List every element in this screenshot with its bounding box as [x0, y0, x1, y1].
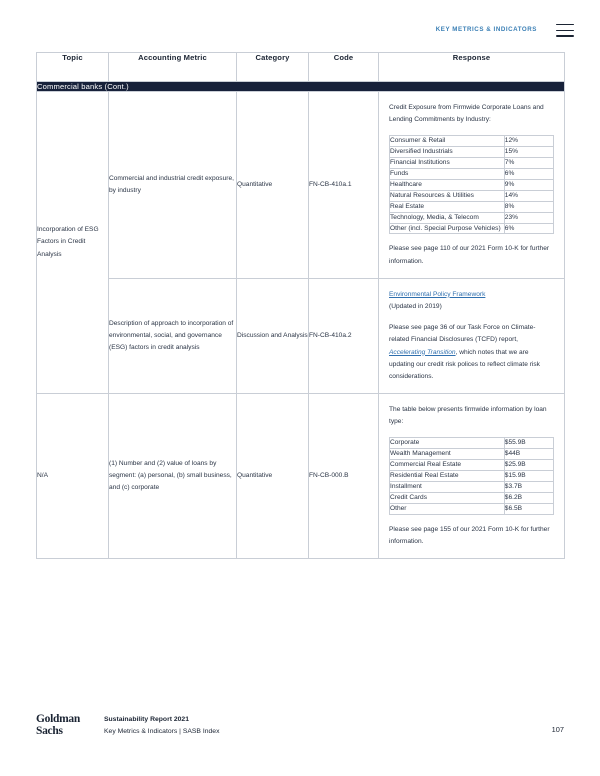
subtable-value: $6.5B: [504, 503, 553, 514]
logo-line-2: Sachs: [36, 724, 63, 737]
goldman-sachs-logo: [36, 714, 80, 737]
cell-topic: N/A: [37, 394, 109, 559]
hamburger-menu-icon[interactable]: [556, 24, 574, 38]
response-intro: Credit Exposure from Firmwide Corporate Loans and Lending Commitments by Industry:: [389, 104, 544, 124]
subtable-row: [390, 492, 554, 503]
subtable-label: Installment: [390, 482, 505, 493]
subtable-label: Diversified Industrials: [390, 147, 505, 158]
subtable-value: $55.9B: [504, 438, 553, 449]
logo-line-1: Goldman: [36, 713, 80, 725]
response-intro: The table below presents firmwide information by loan type:: [389, 406, 547, 426]
tcfd-text-before: Please see page 36 of our Task Force on Climate-related Financial Disclosures (TCFD) report,: [389, 324, 536, 344]
cell-category: Quantitative: [237, 394, 309, 559]
environmental-policy-framework-link[interactable]: Environmental Policy Framework: [389, 290, 486, 298]
cell-topic: Incorporation of ESG Factors in Credit Analysis: [37, 92, 109, 394]
subtable-row: [390, 212, 554, 223]
column-header-response: Response: [379, 53, 565, 82]
link-suffix: (Updated in 2019): [389, 302, 442, 310]
tcfd-paragraph: [389, 322, 554, 383]
subtable-label: Healthcare: [390, 179, 505, 190]
cell-code: FN-CB-410a.1: [309, 92, 379, 279]
column-header-category: Category: [237, 53, 309, 82]
subtable-value: $15.9B: [504, 471, 553, 482]
subtable-row: [390, 136, 554, 147]
subtable-label: Residential Real Estate: [390, 471, 505, 482]
column-header-accounting-metric: Accounting Metric: [109, 53, 237, 82]
subtable-label: Funds: [390, 169, 505, 180]
page-number: 107: [551, 725, 564, 734]
cell-category: Quantitative: [237, 92, 309, 279]
subtable-row: [390, 449, 554, 460]
table-row: [37, 278, 565, 393]
cell-code: FN-CB-410a.2: [309, 278, 379, 393]
column-header-code: Code: [309, 53, 379, 82]
footer-title: Sustainability Report 2021: [104, 716, 189, 723]
subtable-value: 6%: [504, 223, 553, 234]
subtable-row: [390, 503, 554, 514]
subtable-row: [390, 190, 554, 201]
subtable-value: 9%: [504, 179, 553, 190]
subtable-row: [390, 169, 554, 180]
column-header-topic: Topic: [37, 53, 109, 82]
subtable-label: Real Estate: [390, 201, 505, 212]
subtable-value: 6%: [504, 169, 553, 180]
cell-response: [379, 92, 565, 279]
response-footer: Please see page 110 of our 2021 Form 10-K for further information.: [389, 245, 550, 265]
subtable-row: [390, 460, 554, 471]
page-header: [0, 22, 600, 46]
cell-accounting-metric: (1) Number and (2) value of loans by segment: (a) personal, (b) small business, and (c) corporate: [109, 394, 237, 559]
subtable-row: [390, 158, 554, 169]
subtable-label: Other (incl. Special Purpose Vehicles): [390, 223, 505, 234]
subtable-label: Natural Resources & Utilities: [390, 190, 505, 201]
subtable-row: [390, 471, 554, 482]
section-header-label: Commercial banks (Cont.): [37, 82, 565, 92]
subtable-row: [390, 147, 554, 158]
credit-exposure-subtable: [389, 135, 554, 234]
subtable-value: 23%: [504, 212, 553, 223]
loans-by-type-subtable: [389, 437, 554, 514]
table-row: [37, 394, 565, 559]
sasb-index-table: [36, 52, 564, 559]
cell-response: [379, 394, 565, 559]
section-header-row: [37, 82, 565, 92]
subtable-label: Commercial Real Estate: [390, 460, 505, 471]
subtable-value: $3.7B: [504, 482, 553, 493]
footer-subtitle: Key Metrics & Indicators | SASB Index: [104, 727, 220, 735]
cell-accounting-metric: Commercial and industrial credit exposure, by industry: [109, 92, 237, 279]
subtable-value: $6.2B: [504, 492, 553, 503]
subtable-label: Other: [390, 503, 505, 514]
subtable-row: [390, 482, 554, 493]
subtable-value: $25.9B: [504, 460, 553, 471]
subtable-label: Corporate: [390, 438, 505, 449]
subtable-row: [390, 223, 554, 234]
subtable-label: Credit Cards: [390, 492, 505, 503]
subtable-value: $44B: [504, 449, 553, 460]
cell-category: Discussion and Analysis: [237, 278, 309, 393]
subtable-value: 12%: [504, 136, 553, 147]
tcfd-text-after: , which notes that we are updating our credit risk polices to reflect climate risk considerations.: [389, 348, 540, 380]
subtable-row: [390, 179, 554, 190]
table-row: [37, 92, 565, 279]
cell-accounting-metric: Description of approach to incorporation of environmental, social, and governance (ESG) factors in credit analysis: [109, 278, 237, 393]
page-footer: [36, 714, 564, 744]
cell-response: [379, 278, 565, 393]
section-label: KEY METRICS & INDICATORS: [435, 26, 537, 33]
table-header-row: [37, 53, 565, 82]
policy-framework-paragraph: [389, 289, 554, 313]
subtable-value: 8%: [504, 201, 553, 212]
footer-text: [104, 714, 219, 737]
cell-code: FN-CB-000.B: [309, 394, 379, 559]
subtable-label: Consumer & Retail: [390, 136, 505, 147]
subtable-value: 14%: [504, 190, 553, 201]
subtable-label: Financial Institutions: [390, 158, 505, 169]
subtable-value: 15%: [504, 147, 553, 158]
subtable-row: [390, 201, 554, 212]
subtable-label: Technology, Media, & Telecom: [390, 212, 505, 223]
subtable-value: 7%: [504, 158, 553, 169]
subtable-label: Wealth Management: [390, 449, 505, 460]
response-footer: Please see page 155 of our 2021 Form 10-K for further information.: [389, 525, 550, 545]
subtable-row: [390, 438, 554, 449]
accelerating-transition-link[interactable]: Accelerating Transition: [389, 348, 456, 356]
